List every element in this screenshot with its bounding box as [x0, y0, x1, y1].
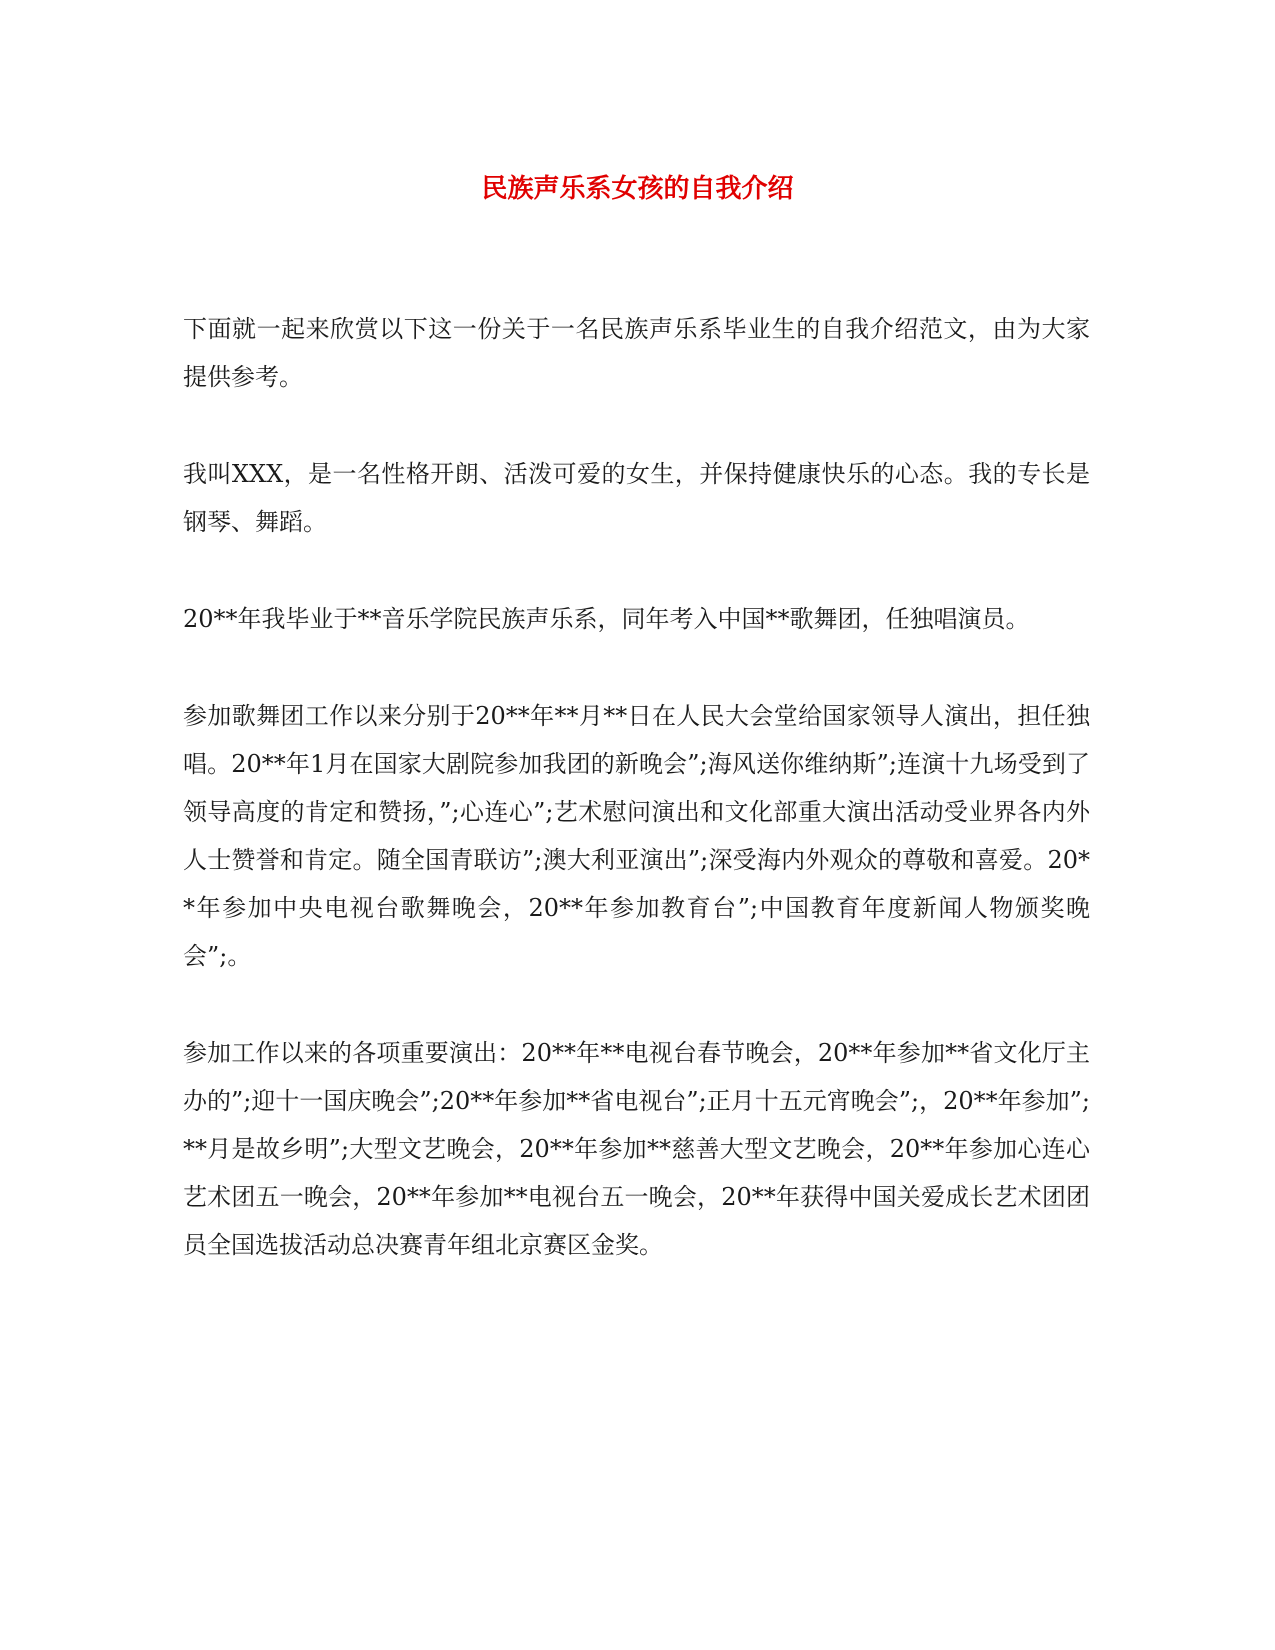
paragraph-intro: 下面就一起来欣赏以下这一份关于一名民族声乐系毕业生的自我介绍范文，由为大家提供参考。 — [183, 315, 1090, 391]
paragraph-performances: 参加歌舞团工作以来分别于20**年**月**日在人民大会堂给国家领导人演出，担任独唱。20**年1月在国家大剧院参加我团的新晚会”;海风送你维纳斯”;连演十九场受到了领导高度的肯定和赞扬，”;心连心”;艺术慰问演出和文化部重大演出活动受业界各内外人士赞誉和肯定。随全国青联访”;澳大利亚演出”;深受海内外观众的尊敬和喜爱。20**年参加中央电视台歌舞晚会，20**年参加教育台”;中国教育年度新闻人物颁奖晚会”;。 — [183, 702, 1090, 970]
paragraph-education: 20**年我毕业于**音乐学院民族声乐系，同年考入中国**歌舞团，任独唱演员。 — [183, 605, 1030, 633]
document-title: 民族声乐系女孩的自我介绍 — [481, 174, 794, 204]
document-body — [183, 305, 1090, 1318]
paragraph-major-shows: 参加工作以来的各项重要演出：20**年**电视台春节晚会，20**年参加**省文化厅主办的”;迎十一国庆晚会”;20**年参加**省电视台”;正月十五元宵晚会”;，20**年参加”;**月是故乡明”;大型文艺晚会，20**年参加**慈善大型文艺晚会，20**年参加心连心艺术团五一晚会，20**年参加**电视台五一晚会，20**年获得中国关爱成长艺术团团员全国选拔活动总决赛青年组北京赛区金奖。 — [183, 1039, 1090, 1259]
paragraph-personality: 我叫XXX，是一名性格开朗、活泼可爱的女生，并保持健康快乐的心态。我的专长是钢琴、舞蹈。 — [183, 460, 1090, 536]
